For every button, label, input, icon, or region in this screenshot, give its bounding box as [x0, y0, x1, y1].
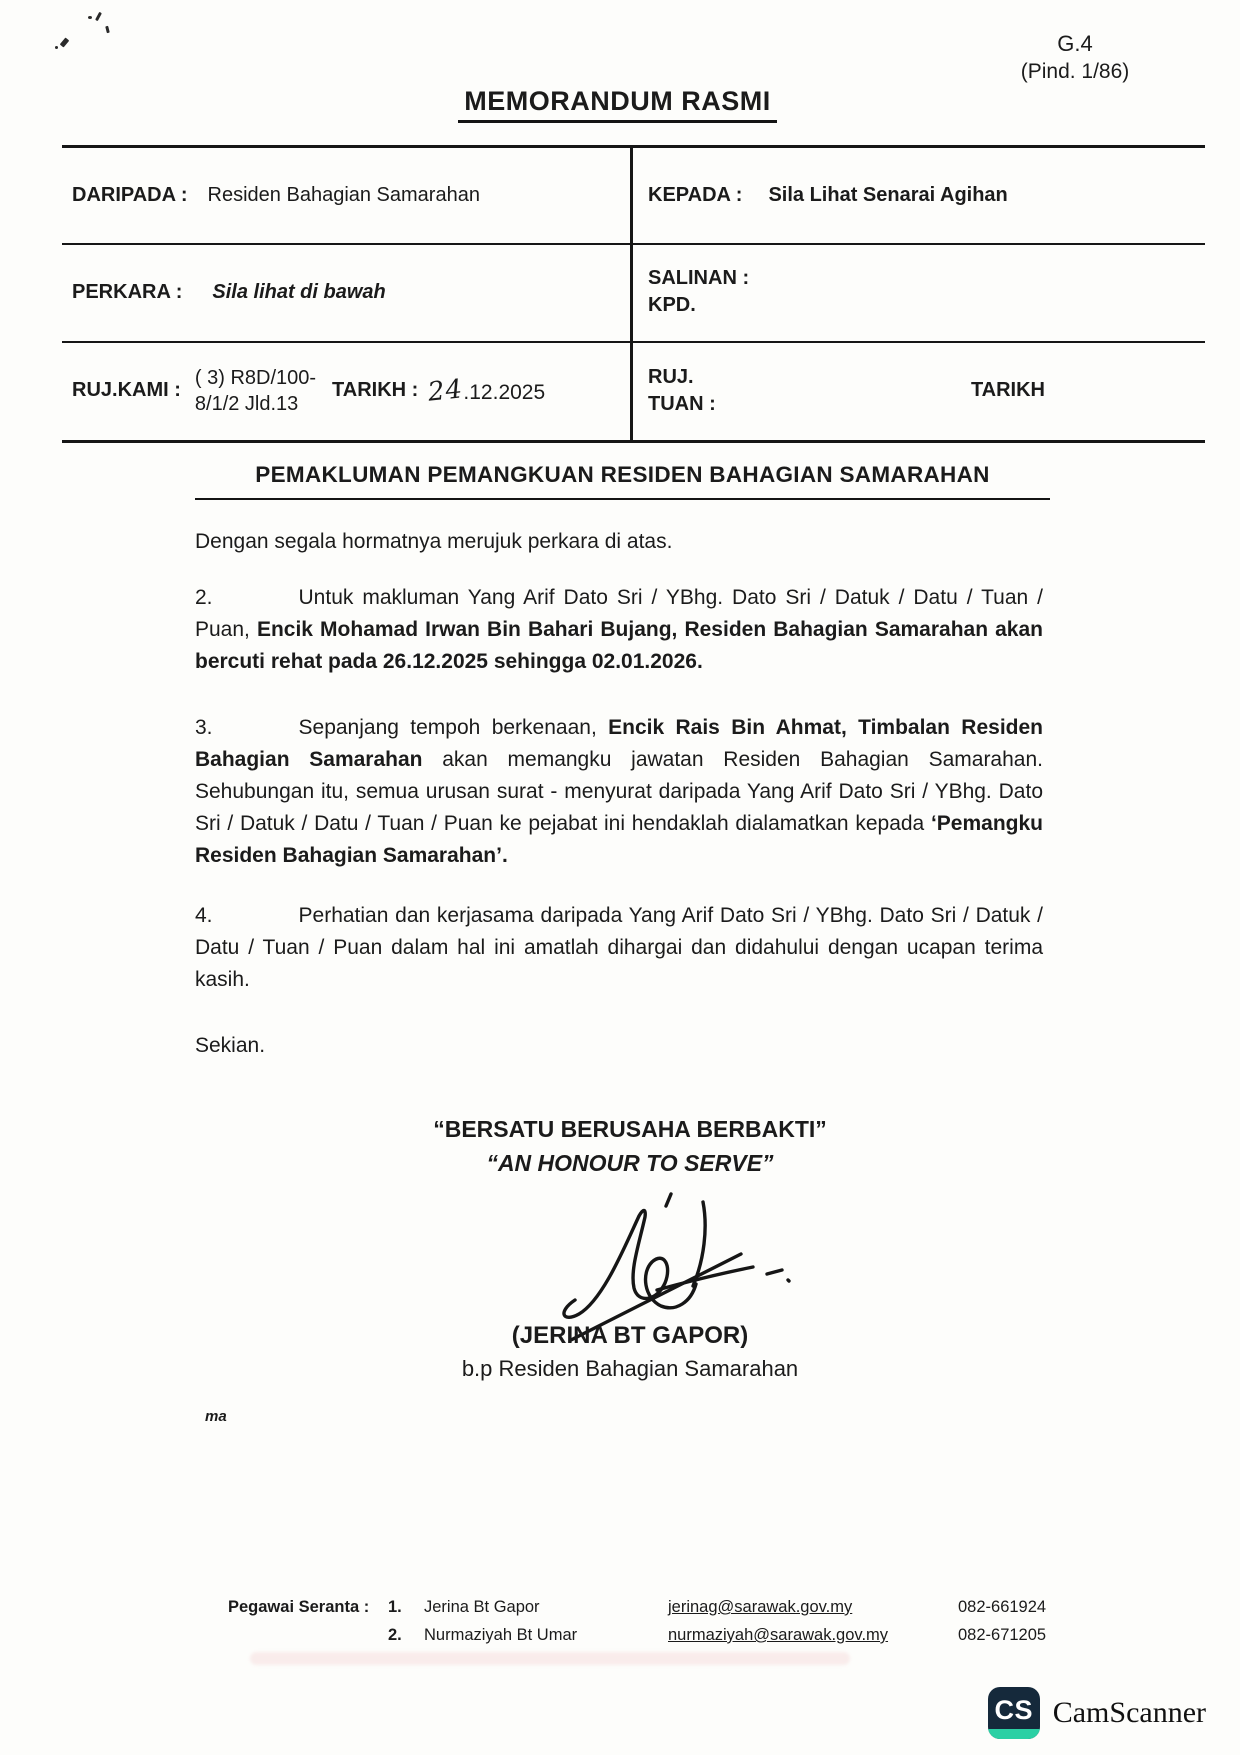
- tarikh-right-label: TARIKH: [970, 379, 1045, 401]
- table-row: [62, 243, 1205, 343]
- paragraph-number: 3.: [195, 716, 213, 739]
- camscanner-icon-accent: [988, 1729, 1040, 1739]
- title-wrap: [195, 86, 1040, 123]
- signatory-name: (JERINA BT GAPOR): [511, 1322, 749, 1349]
- cell-daripada: [62, 148, 630, 243]
- paragraph-2-text: Untuk makluman Yang Arif Dato Sri / YBhg. Dato Sri / Datuk / Datu / Tuan / Puan, Encik Mohamad Irwan Bin Bahari Bujang, Residen Bahagian Samarahan akan bercuti rehat pada 26.12.2025 sehingga 02.01.2026.: [195, 586, 1043, 673]
- cell-ruj-tuan: [630, 341, 1205, 440]
- ruj-tuan-line2: TUAN :: [648, 392, 716, 415]
- tarikh-rest: .12.2025: [463, 380, 546, 404]
- perkara-label: PERKARA :: [72, 280, 183, 303]
- camscanner-icon: [988, 1687, 1040, 1739]
- daripada-value: Residen Bahagian Samarahan: [207, 184, 480, 206]
- contact-phone: 082-661924: [958, 1598, 1047, 1616]
- contact-email: jerinag@sarawak.gov.my: [668, 1598, 853, 1616]
- paragraph-number: 2.: [195, 586, 213, 609]
- camscanner-watermark: [988, 1687, 1206, 1739]
- motto-block: [195, 1112, 1065, 1180]
- paragraph-2: [195, 582, 1043, 678]
- form-code-block: [985, 30, 1165, 86]
- ink-speck: [60, 37, 70, 47]
- tarikh-value: [426, 373, 546, 408]
- contact-number: 1.: [388, 1598, 402, 1616]
- contact-phone: 082-671205: [958, 1626, 1047, 1644]
- paragraph-4-text: Perhatian dan kerjasama daripada Yang Arif Dato Sri / YBhg. Dato Sri / Datuk / Datu / Tuan / Puan dalam hal ini amatlah dihargai dan didahului dengan ucapan terima kasih.: [195, 904, 1043, 991]
- page-title: MEMORANDUM RASMI: [458, 86, 776, 123]
- paragraph-number: 4.: [195, 904, 213, 927]
- contact-footer: [228, 1596, 1128, 1660]
- cell-perkara: [62, 243, 630, 341]
- ink-speck: [95, 12, 102, 21]
- cell-kepada: [630, 148, 1205, 243]
- salinan-kpd: KPD.: [648, 294, 696, 316]
- motto-line-malay: “BERSATU BERUSAHA BERBAKTI”: [433, 1116, 827, 1142]
- paragraph-3: [195, 712, 1043, 872]
- daripada-label: DARIPADA :: [72, 184, 188, 206]
- cell-salinan: [630, 243, 1205, 341]
- paragraph-salutation: Dengan segala hormatnya merujuk perkara di atas.: [195, 530, 673, 553]
- ruj-kami-line2: 8/1/2 Jld.13: [194, 392, 299, 415]
- paragraph-3-text: Sepanjang tempoh berkenaan, Encik Rais Bin Ahmat, Timbalan Residen Bahagian Samarahan akan memangku jawatan Residen Bahagian Samarahan. Sehubungan itu, semua urusan surat - menyurat daripada Yang Arif Dato Sri / YBhg. Dato Sri / Datuk / Datu / Tuan / Puan ke pejabat ini hendaklah dialamatkan kepada ‘Pemangku Residen Bahagian Samarahan’.: [195, 716, 1043, 867]
- closing-word: Sekian.: [195, 1034, 266, 1057]
- contact-email: nurmaziyah@sarawak.gov.my: [668, 1626, 889, 1644]
- motto-line-english: “AN HONOUR TO SERVE”: [486, 1150, 774, 1176]
- kepada-label: KEPADA :: [648, 184, 743, 206]
- scan-artifact: [250, 1652, 850, 1665]
- contact-name: Nurmaziyah Bt Umar: [424, 1626, 578, 1644]
- ink-speck: [55, 46, 58, 49]
- ruj-kami-value: [195, 365, 316, 417]
- contact-name: Jerina Bt Gapor: [424, 1598, 540, 1616]
- pegawai-seranta-label: Pegawai Seranta :: [228, 1598, 370, 1616]
- ruj-tuan-line1: RUJ.: [648, 365, 694, 388]
- table-row: [62, 148, 1205, 245]
- ruj-kami-line1: ( 3) R8D/100-: [194, 366, 317, 389]
- ink-speck: [88, 16, 92, 19]
- ruj-kami-label: RUJ.KAMI :: [72, 379, 181, 401]
- tarikh-label: TARIKH :: [332, 379, 419, 401]
- signatory-role: b.p Residen Bahagian Samarahan: [461, 1356, 799, 1381]
- memo-header-table: [62, 145, 1205, 440]
- camscanner-label: CamScanner: [1052, 1696, 1206, 1729]
- typist-initials: ma: [205, 1408, 227, 1425]
- table-row: [62, 341, 1205, 443]
- kepada-value: Sila Lihat Senarai Agihan: [768, 184, 1008, 206]
- ink-speck: [105, 26, 110, 34]
- paragraph-4: [195, 900, 1043, 996]
- form-code: G.4: [1057, 31, 1093, 56]
- camscanner-icon-text: CS: [994, 1694, 1033, 1725]
- form-revision: (Pind. 1/86): [1020, 60, 1130, 83]
- contact-number: 2.: [388, 1626, 402, 1644]
- cell-ruj-kami: [62, 341, 630, 440]
- subject-heading: PEMAKLUMAN PEMANGKUAN RESIDEN BAHAGIAN SAMARAHAN: [195, 462, 1050, 500]
- salinan-label: SALINAN :: [648, 267, 750, 289]
- perkara-value: Sila lihat di bawah: [212, 280, 386, 303]
- handwritten-day: 24: [426, 373, 465, 408]
